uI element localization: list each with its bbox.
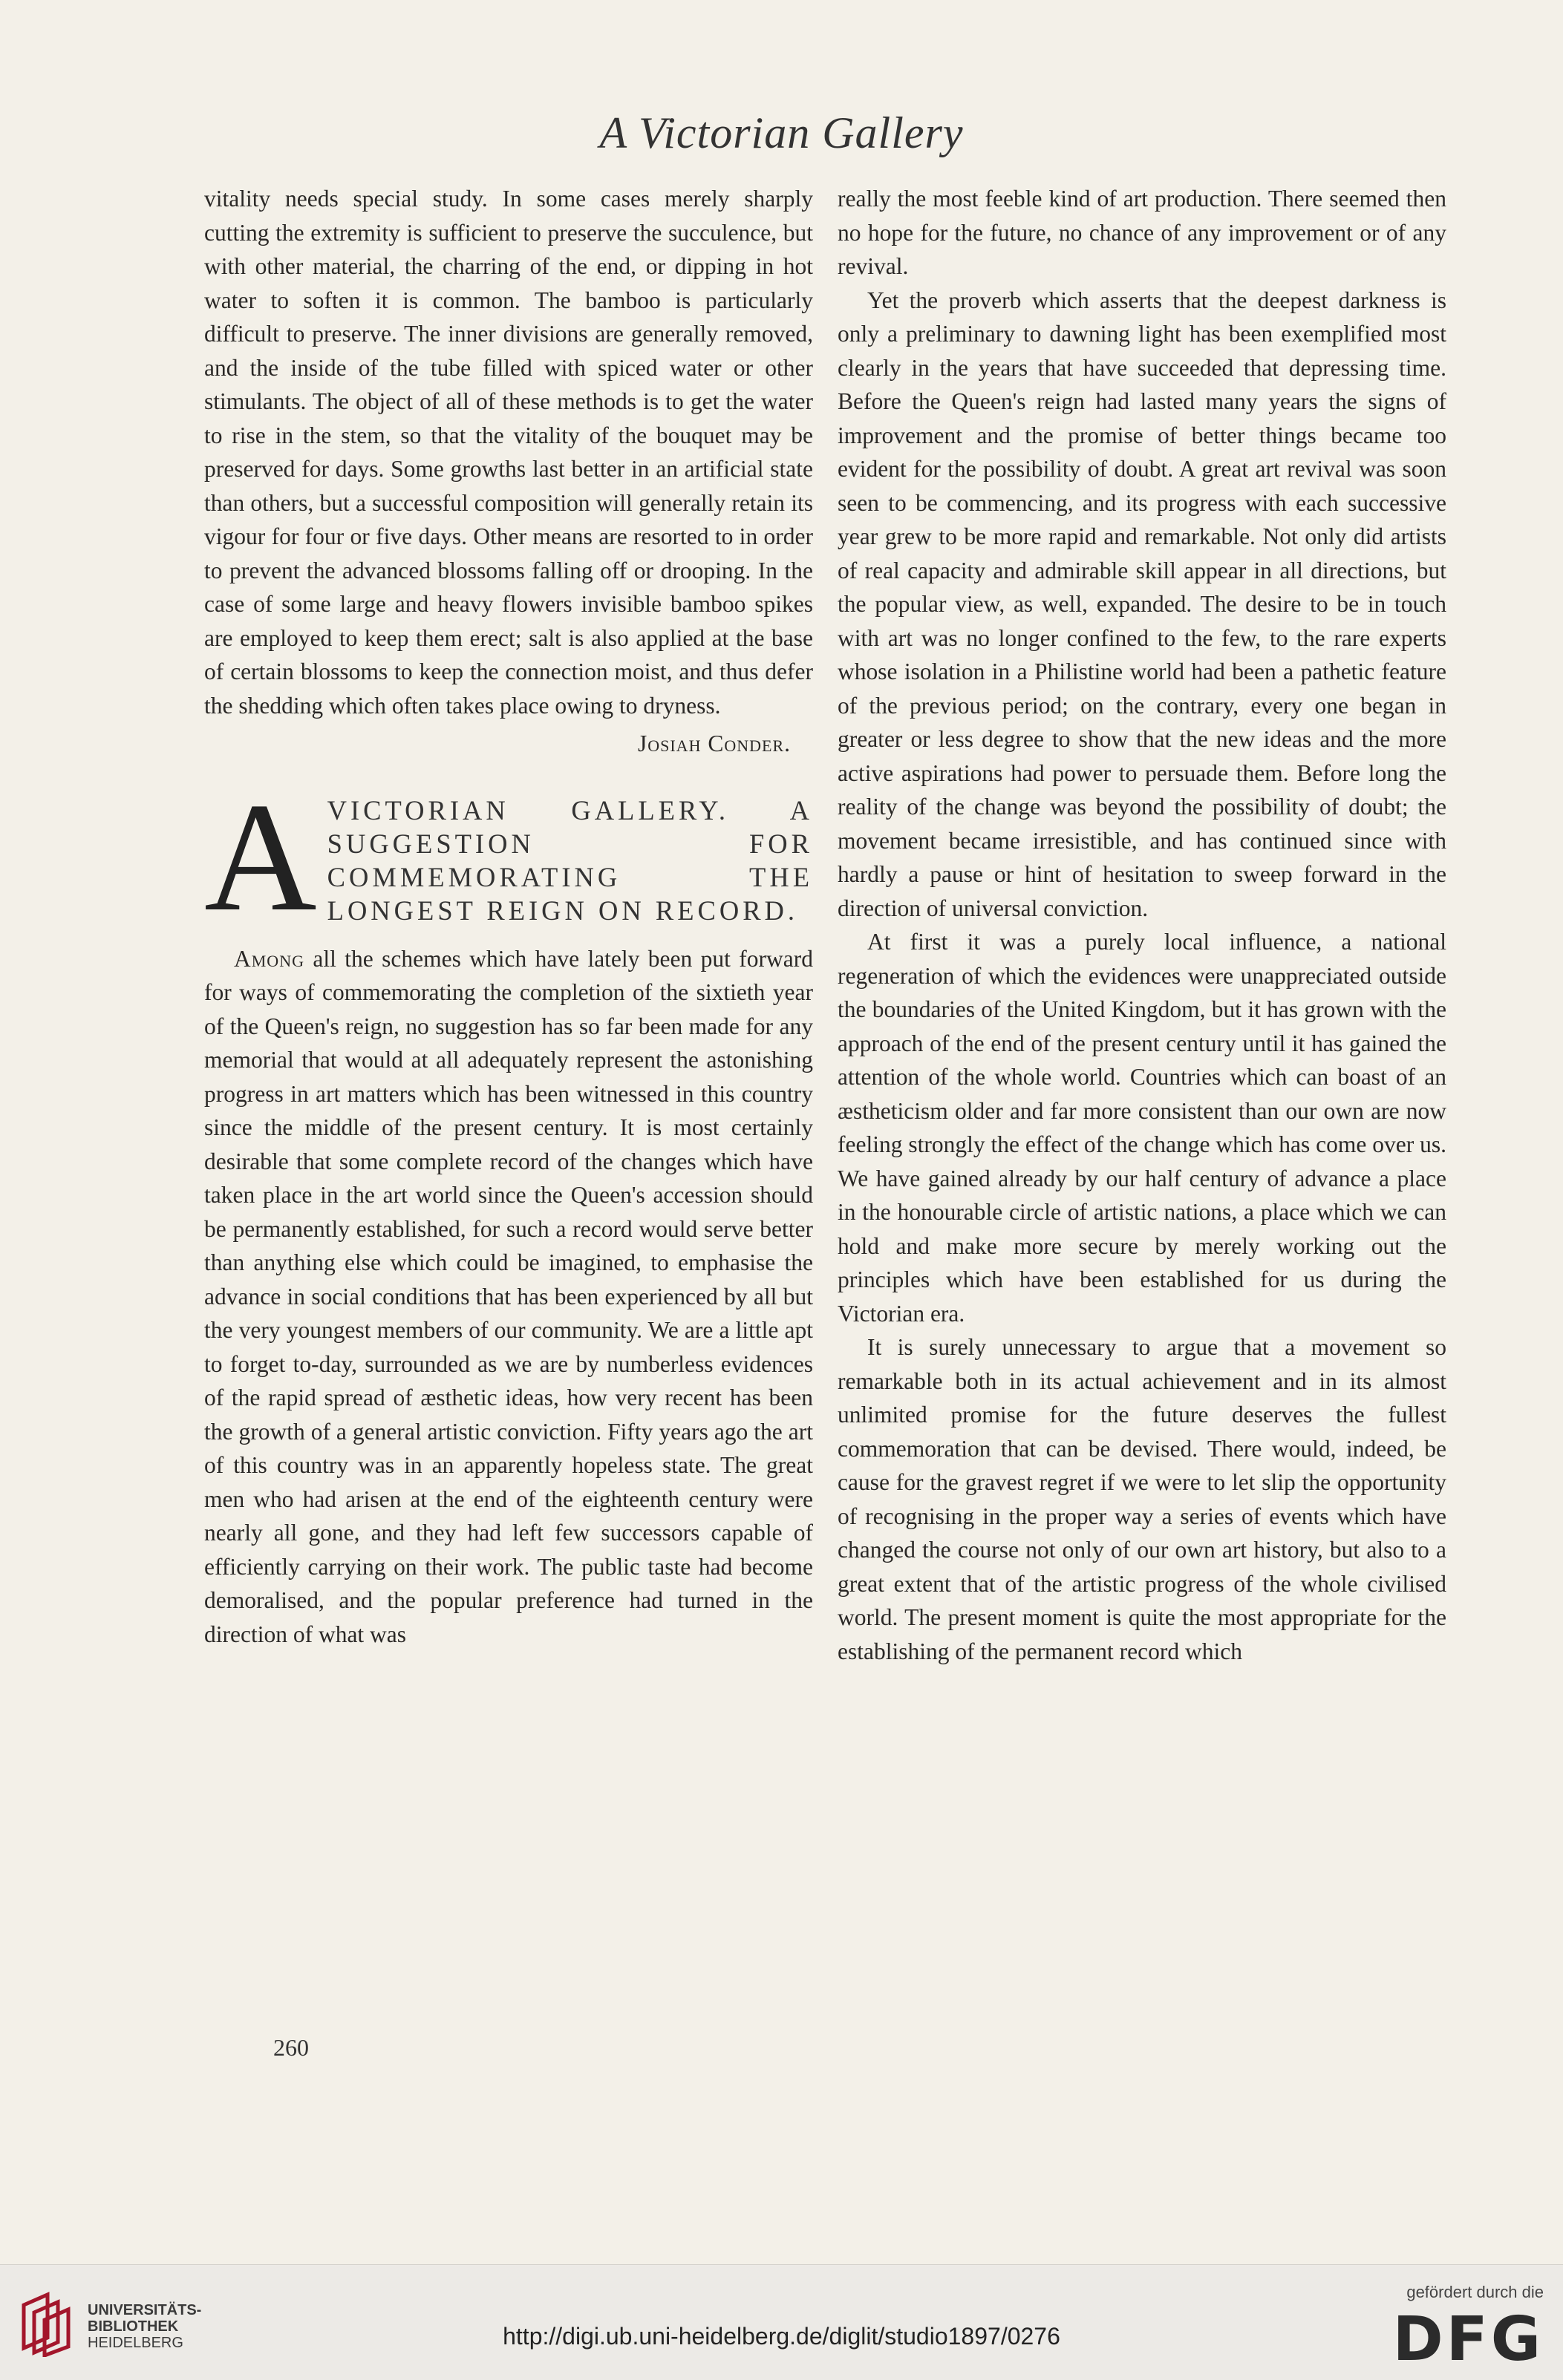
right-paragraph-4: It is surely unnecessary to argue that a movement so remarkable both in its actual achievement and in its almost unlimited promise for the future deserves the fullest commemoration that can be devised. There would, indeed, be cause for the gravest regret if we were to let slip the opportunity of recognising in the proper way a series of events which have changed the course not only of our own art history, but also to a great extent that of the artistic progress of the whole civilised world. The present moment is quite the most appropriate for the establishing of the permanent record which xyxy=(838,1334,1446,1664)
drop-cap: A xyxy=(204,771,317,944)
lead-in-word: Among xyxy=(234,945,304,972)
library-name-line-1: UNIVERSITÄTS- xyxy=(88,2302,202,2318)
right-paragraph-1: really the most feeble kind of art production. There seemed then no hope for the future, no chance of any improvement or of any revival. xyxy=(838,186,1446,279)
right-paragraph-3: At first it was a purely local influence, a national regeneration of which the evidences were unappreciated outside the boundaries of the United Kingdom, but it has grown with the approach of the end of the present century until it has gained the attention of the whole world. Countries which can boast of an æstheticism older and far more consistent than our own are now feeling strongly the effect of the change which has come over us. We have gained already by our half century of advance a place in the honourable circle of artistic nations, a place which we can hold and make more secure by merely working out the principles which have been established for us during the Victorian era. xyxy=(838,929,1446,1327)
headline-text: VICTORIAN GALLERY. A SUGGESTION FOR COMMEMORATING THE LONGEST REIGN ON RECORD. xyxy=(327,794,813,926)
library-name-line-3: HEIDELBERG xyxy=(88,2335,183,2351)
left-paragraph-2-text: all the schemes which have lately been put forward for ways of commemorating the completion of the sixtieth year of the Queen's reign, no suggestion has so far been made for any memorial that would at all adequately represent the astonishing progress in art matters which has been witnessed in this country since the middle of the present century. It is most certainly desirable that some complete record of the changes which have taken place in the art world since the Queen's accession should be permanently established, for such a record would serve better than anything else which could be imagined, to emphasise the advance in social conditions that has been experienced by all but the very youngest members of our community. We are a little apt to forget to-day, surrounded as we are by numberless evidences of the rapid spread of æsthetic ideas, how very recent has been the growth of a general artistic conviction. Fifty years ago the art of this country was in an apparently hopeless state. The great men who had arisen at the end of the eighteenth century were nearly all gone, and they had left few successors capable of efficiently carrying on their work. The public taste had become demoralised, and the popular preference had turned in the direction of what was xyxy=(204,945,813,1647)
right-column xyxy=(838,182,1446,1668)
page-number: 260 xyxy=(273,2034,309,2061)
library-name-line-2: BIBLIOTHEK xyxy=(88,2318,179,2335)
running-title: A Victorian Gallery xyxy=(599,108,964,157)
digitization-footer xyxy=(0,2264,1563,2380)
left-paragraph-2 xyxy=(204,942,813,1652)
left-paragraph-1: vitality needs special study. In some cases merely sharply cutting the extremity is sufficient to preserve the succulence, but with other material, the charring of the end, or dipping in hot water to soften it is common. The bamboo is particularly difficult to preserve. The inner divisions are generally removed, and the inside of the tube filled with spiced water or other stimulants. The object of all of these methods is to get the water to rise in the stem, so that the vitality of the bouquet may be preserved for days. Some growths last better in an artificial state than others, but a successful composition will generally retain its vigour for four or five days. Other means are resorted to in order to prevent the advanced blossoms falling off or drooping. In the case of some large and heavy flowers invisible bamboo spikes are employed to keep them erect; salt is also applied at the base of certain blossoms to keep the connection moist, and thus defer the shedding which often takes place owing to dryness. xyxy=(204,186,813,719)
source-url-link[interactable]: http://digi.ub.uni-heidelberg.de/diglit/studio1897/0276 xyxy=(503,2323,1060,2350)
dfg-logo: DFG xyxy=(1392,2304,1544,2375)
right-paragraph-2: Yet the proverb which asserts that the deepest darkness is only a preliminary to dawning light has been exemplified most clearly in the years that have succeeded that depressing time. Before the Queen's reign had lasted many years the signs of improvement and the promise of better things became too evident for the possibility of doubt. A great art revival was soon seen to be commencing, and its progress with each successive year grew to be more rapid and remarkable. Not only did artists of real capacity and admirable skill appear in all directions, but the popular view, as well, expanded. The desire to be in touch with art was no longer confined to the few, to the rare experts whose isolation in a Philistine world had been a pathetic feature of the previous period; on the contrary, every one began in greater or less degree to show that the new ideas and the more active aspirations had power to persuade them. Before long the reality of the change was beyond the possibility of doubt; the movement became irresistible, and has continued since with hardly a pause or hint of hesitation to sweep forward in the direction of universal conviction. xyxy=(838,287,1446,921)
author-signature: Josiah Conder. xyxy=(637,730,791,756)
left-column xyxy=(204,182,813,1651)
article-headline xyxy=(204,771,813,944)
funded-by-label: gefördert durch die xyxy=(1406,2283,1544,2301)
